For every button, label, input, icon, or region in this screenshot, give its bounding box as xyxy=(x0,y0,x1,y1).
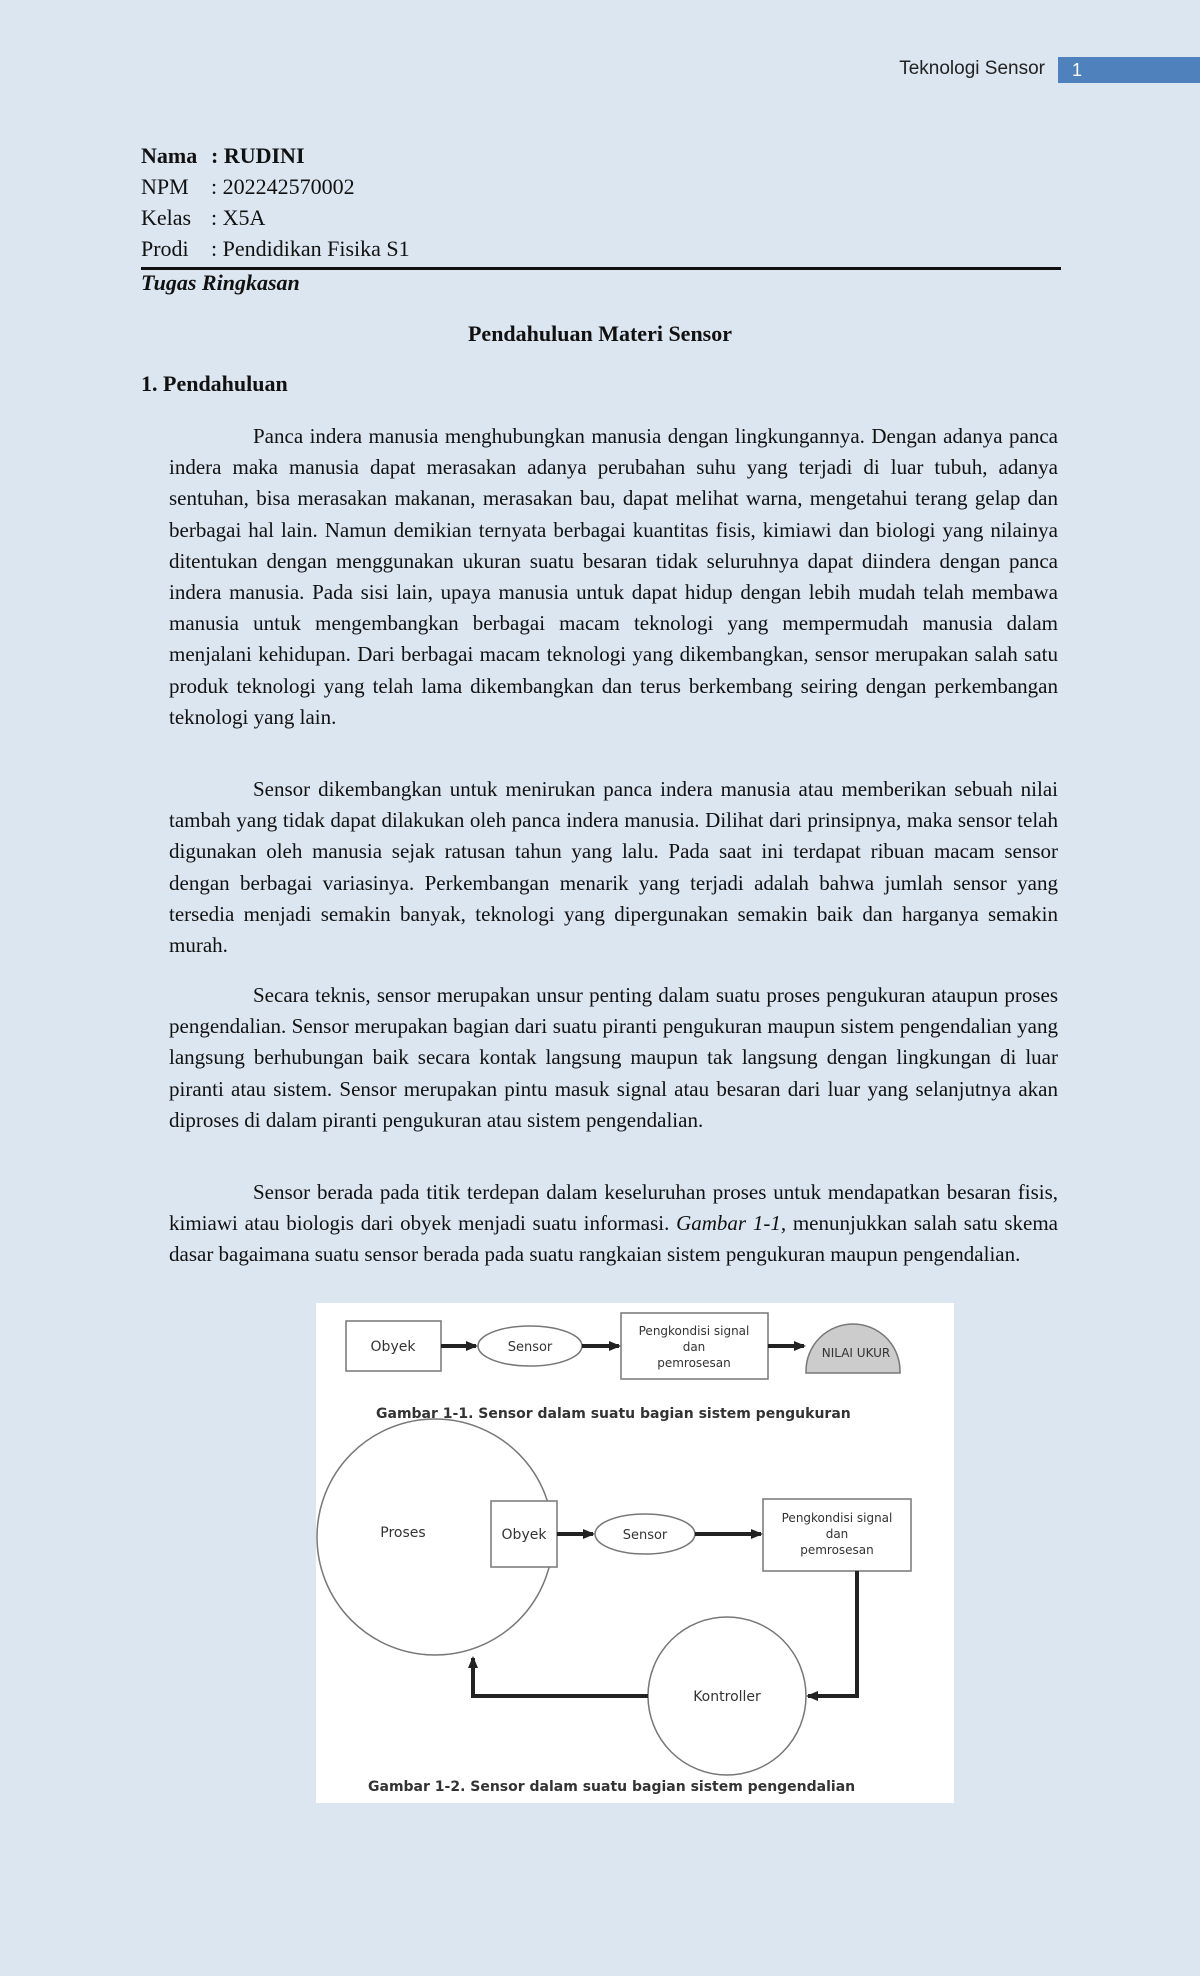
fig2-kontroller-label: Kontroller xyxy=(693,1689,761,1705)
paragraph-4-text-a: Sensor berada pada titik terdepan dalam keseluruhan proses untuk mendapatkan besaran fisis, kimiawi atau biologis dari obyek menjadi suatu informasi. xyxy=(169,1180,1058,1236)
assignment-subtitle: Tugas Ringkasan xyxy=(141,270,300,295)
fig1-nilai-ukur-label: NILAI UKUR xyxy=(821,1346,891,1360)
section-heading: 1. Pendahuluan xyxy=(141,371,288,396)
fig1-pengkondisi-line1: Pengkondisi signal xyxy=(638,1324,750,1338)
name-row xyxy=(141,140,410,171)
fig1-pengkondisi-line3: pemrosesan xyxy=(657,1356,731,1370)
npm-value: : 202242570002 xyxy=(211,174,355,199)
paragraph-4-text-b: menunjukkan salah satu skema dasar bagaimana suatu sensor berada pada suatu rangkaian sistem pengukuran maupun pengendalian. xyxy=(169,1211,1058,1267)
paragraph-1: Panca indera manusia menghubungkan manusia dengan lingkungannya. Dengan adanya panca indera maka manusia dapat merasakan adanya perubahan suhu yang terjadi di luar tubuh, adanya sentuhan, bisa merasakan makanan, merasakan bau, dapat melihat warna, mengetahui terang gelap dan berbagai hal lain. Namun demikian ternyata berbagai kuantitas fisis, kimiawi dan biologi yang nilainya ditentukan dengan menggunakan ukuran suatu besaran tidak seluruhnya dapat diindera dengan panca indera manusia. Pada sisi lain, upaya manusia untuk dapat hidup dengan lebih mudah telah membawa manusia untuk mengembangkan berbagai macam teknologi yang mempermudah manusia dalam menjalani kehidupan. Dari berbagai macam teknologi yang dikembangkan, sensor merupakan salah satu produk teknologi yang telah lama dikembangkan dan terus berkembang seiring dengan perkembangan teknologi yang lain. xyxy=(169,424,1058,729)
fig2-pengkondisi-line2: dan xyxy=(825,1527,849,1541)
fig2-pengkondisi-line3: pemrosesan xyxy=(800,1543,874,1557)
running-header-title: Teknologi Sensor xyxy=(899,58,1045,79)
prodi-label: Prodi xyxy=(141,236,189,261)
fig1-caption: Gambar 1-1. Sensor dalam suatu bagian sistem pengukuran xyxy=(376,1406,851,1422)
kelas-value: : X5A xyxy=(211,205,266,230)
fig1-pengkondisi-line2: dan xyxy=(682,1340,706,1354)
fig2-obyek-label: Obyek xyxy=(501,1527,547,1543)
sensor-diagram-figure xyxy=(316,1303,954,1803)
kelas-row xyxy=(141,202,410,233)
page-number-badge: 1 xyxy=(1058,57,1200,83)
name-value: : RUDINI xyxy=(211,143,305,168)
document-title xyxy=(0,321,1200,347)
kelas-label: Kelas xyxy=(141,205,192,230)
fig2-pengkondisi-line1: Pengkondisi signal xyxy=(781,1511,893,1525)
paragraph-2: Sensor dikembangkan untuk menirukan panca indera manusia atau memberikan sebuah nilai tambah yang tidak dapat dilakukan oleh panca indera manusia. Dilihat dari prinsipnya, maka sensor telah digunakan oleh manusia sejak ratusan tahun yang lalu. Pada saat ini terdapat ribuan macam sensor dengan berbagai variasinya. Perkembangan menarik yang terjadi adalah bahwa jumlah sensor yang tersedia menjadi semakin banyak, teknologi yang dipergunakan semakin baik dan harganya semakin murah. xyxy=(169,777,1058,958)
figure-reference: Gambar 1-1, xyxy=(676,1211,787,1236)
paragraph-4 xyxy=(169,1177,1058,1271)
prodi-value: : Pendidikan Fisika S1 xyxy=(211,236,410,261)
fig2-feedback-arrow-2 xyxy=(473,1658,648,1696)
paragraph-3: Secara teknis, sensor merupakan unsur penting dalam suatu proses pengukuran ataupun proses pengendalian. Sensor merupakan bagian dari suatu piranti pengukuran maupun sistem pengendalian yang langsung berhubungan baik secara kontak langsung maupun tak langsung dengan lingkungan di luar piranti atau sistem. Sensor merupakan pintu masuk signal atau besaran dari luar yang selanjutnya akan diproses di dalam piranti pengukuran atau sistem pengendalian. xyxy=(169,983,1058,1132)
fig2-proses-label: Proses xyxy=(380,1525,426,1541)
fig1-sensor-label: Sensor xyxy=(507,1340,553,1355)
sensor-diagram xyxy=(316,1303,954,1803)
fig2-caption: Gambar 1-2. Sensor dalam suatu bagian sistem pengendalian xyxy=(368,1779,856,1795)
document-title-text: Pendahuluan Materi Sensor xyxy=(467,321,733,346)
prodi-row xyxy=(141,233,410,264)
student-info-block xyxy=(141,140,410,264)
fig1-obyek-label: Obyek xyxy=(370,1339,416,1355)
fig2-feedback-arrow-1 xyxy=(808,1571,857,1696)
name-label: Nama xyxy=(141,143,198,168)
npm-label: NPM xyxy=(141,174,189,199)
fig2-sensor-label: Sensor xyxy=(622,1528,668,1543)
npm-row xyxy=(141,171,410,202)
